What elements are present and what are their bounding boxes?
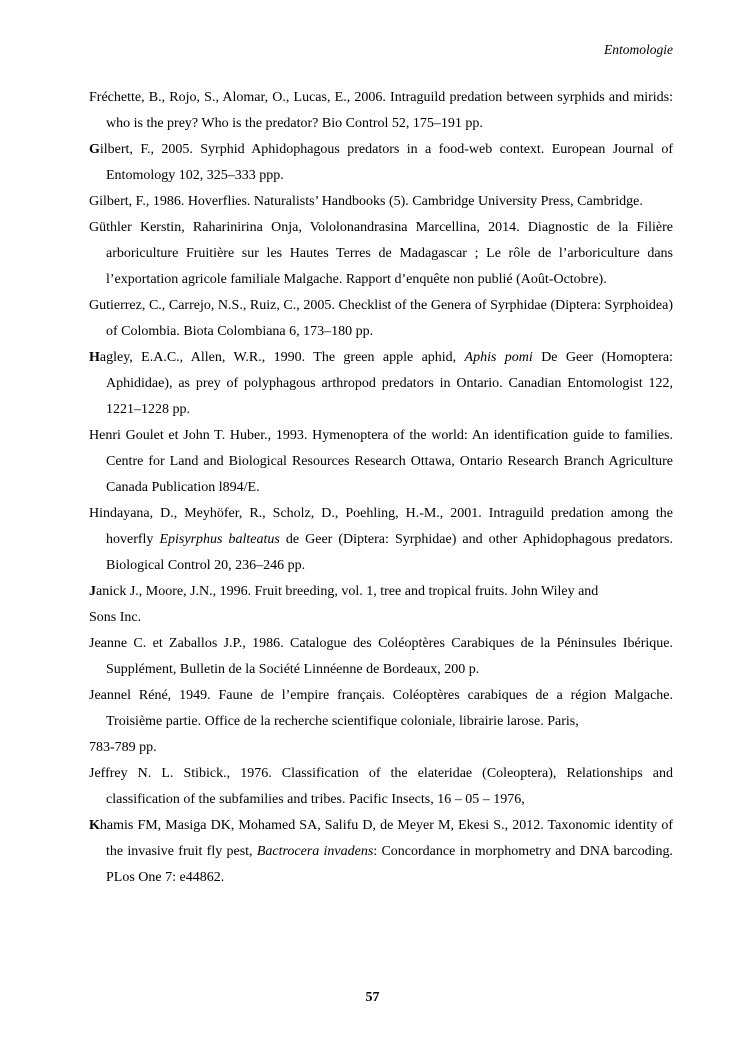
reference-text: Henri Goulet et John T. Huber., 1993. Hymenoptera of the world: An identification guide to families. Centre for Land and Biological Resources Research Ottawa, Ontario Research Branch Agriculture Canada Publication l894/E. [89,428,673,495]
reference-text: Hindayana, D., Meyhöfer, R., Scholz, D., Poehling, H.-M., 2001. Intraguild predation among the hoverfly [89,506,673,547]
species-name: Episyrphus balteatus [159,532,280,547]
reference-text-continued: De Geer (Homoptera: Aphididae), as prey of polyphagous arthropod predators in Ontario. Canadian Entomologist 122, 1221–1228 pp. [106,350,673,417]
reference-frechette-2006 [89,85,673,137]
reference-text: hamis FM, Masiga DK, Mohamed SA, Salifu D, de Meyer M, Ekesi S., 2012. Taxonomic identity of the invasive fruit fly pest, [99,818,673,859]
reference-text: Jeannel Réné, 1949. Faune de l’empire français. Coléoptères carabiques de a région Malgache. Troisième partie. Office de la recherche scientifique coloniale, librairie larose. Paris, [89,688,673,729]
reference-text-continued: de Geer (Diptera: Syrphidae) and other Aphidophagous predators. Biological Control 20, 236–246 pp. [106,532,673,573]
reference-gutierrez-2005 [89,293,673,345]
reference-text: Jeanne C. et Zaballos J.P., 1986. Catalogue des Coléoptères Carabiques de la Péninsules Ibérique. Supplément, Bulletin de la Société Linnéenne de Bordeaux, 200 p. [89,636,673,677]
reference-text: Jeffrey N. L. Stibick., 1976. Classification of the elateridae (Coleoptera), Relationships and classification of the subfamilies and tribes. Pacific Insects, 16 – 05 – 1976, [89,766,673,807]
reference-jeanne-1986 [89,631,673,683]
reference-guthler-2014 [89,215,673,293]
reference-jeannel-1949 [89,683,673,761]
species-name: Aphis pomi [464,350,533,365]
reference-text-continued: : Concordance in morphometry and DNA barcoding. PLos One 7: e44862. [106,844,674,885]
reference-hindayana-2001 [89,501,673,579]
reference-text: Gutierrez, C., Carrejo, N.S., Ruiz, C., 2005. Checklist of the Genera of Syrphidae (Diptera: Syrphoidea) of Colombia. Biota Colombiana 6, 173–180 pp. [89,298,673,339]
reference-gilbert-1986 [89,189,673,215]
reference-khamis-2012 [89,813,673,891]
reference-jeffrey-1976 [89,761,673,813]
reference-text: Gilbert, F., 1986. Hoverflies. Naturalists’ Handbooks (5). Cambridge University Press, Cambridge. [89,194,643,209]
reference-goulet-1993 [89,423,673,501]
reference-hagley-1990 [89,345,673,423]
reference-list [89,85,673,891]
reference-text: agley, E.A.C., Allen, W.R., 1990. The green apple aphid, [99,350,465,365]
reference-text: ilbert, F., 2005. Syrphid Aphidophagous predators in a food-web context. European Journal of Entomology 102, 325–333 ppp. [99,142,673,183]
page-number: 57 [365,990,380,1005]
section-initial-k: K [89,818,100,833]
species-name: Bactrocera invadens [256,844,374,859]
reference-text: Fréchette, B., Rojo, S., Alomar, O., Lucas, E., 2006. Intraguild predation between syrphids and mirids: who is the prey? Who is the predator? Bio Control 52, 175–191 pp. [89,90,673,131]
section-initial-g: G [89,142,100,157]
reference-text: Güthler Kerstin, Raharinirina Onja, Vololonandrasina Marcellina, 2014. Diagnostic de la Filière arboriculture Fruitière sur les Hautes Terres de Madagascar ; Le rôle de l’arboriculture dans l’exportation agricole familiale Malgache. Rapport d’enquête non publié (Août-Octobre). [89,220,673,287]
reference-text: anick J., Moore, J.N., 1996. Fruit breeding, vol. 1, tree and tropical fruits. John Wiley and [96,584,599,599]
section-initial-j: J [89,584,96,599]
reference-gilbert-2005 [89,137,673,189]
reference-janick-1996 [89,579,673,631]
reference-text-line2: 783-789 pp. [89,740,157,755]
section-initial-h: H [89,350,100,365]
reference-text-line2: Sons Inc. [89,610,142,625]
running-header: Entomologie [604,42,673,57]
